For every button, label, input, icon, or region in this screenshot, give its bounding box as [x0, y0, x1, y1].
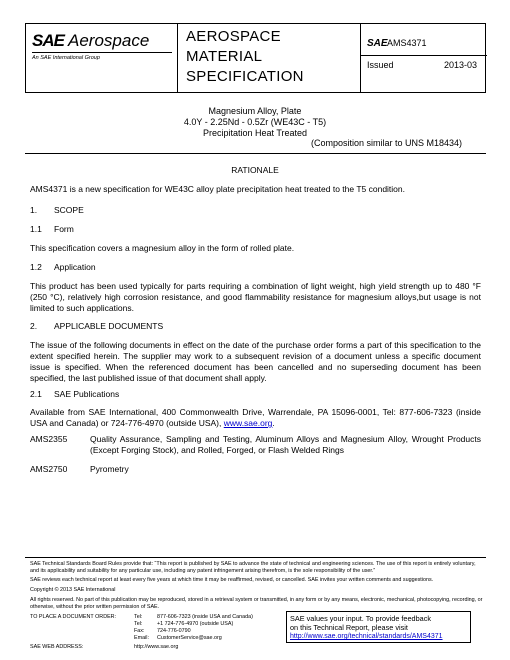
section-title: Form: [54, 224, 74, 234]
footer-divider: [25, 557, 486, 558]
email-label: Email:: [134, 635, 149, 641]
header-divider: [25, 153, 486, 154]
section-number: 1.: [30, 205, 38, 215]
reference-text: Quality Assurance, Sampling and Testing, Aluminum Alloys and Magnesium Alloy, Wrought Products (Except Forging Stock), and Rolled, Forged, or Flash Welded Rings: [90, 434, 481, 455]
section-title: SAE Publications: [54, 389, 120, 399]
section-2-heading: [30, 321, 163, 332]
title-line-2: MATERIAL: [186, 48, 263, 65]
section-2-1-text: [30, 407, 481, 429]
footer-rights: All rights reserved. No part of this publication may be reproduced, stored in a retrieval system or transmitted, in any form or by any means, electronic, mechanical, photocopying, recording, or otherwise, without the prior written permission of SAE.: [30, 597, 483, 610]
subtitle-line-1: Magnesium Alloy, Plate: [208, 106, 302, 116]
feedback-box: [286, 611, 471, 643]
section-number: 1.1: [30, 224, 42, 234]
section-2-text: The issue of the following documents in effect on the date of the purchase order forms a part of this specification to the extent specified herein. The supplier may work to a subsequent revision of a document unless a specific document issue is specified. When the referenced document has been cancelled and no superseding document has been specified, the last published issue of that document shall apply.: [30, 340, 481, 383]
section-1-heading: [30, 205, 84, 216]
web-value[interactable]: http://www.sae.org: [134, 644, 179, 650]
sae-website-link[interactable]: www.sae.org: [223, 418, 273, 428]
sae-logo: SAE: [32, 31, 64, 50]
section-title: SCOPE: [54, 205, 84, 215]
fax-value: 724-776-0790: [157, 628, 191, 634]
footer-copyright: Copyright © 2013 SAE International: [30, 587, 116, 593]
rationale-heading: RATIONALE: [231, 165, 279, 175]
doc-number: AMS4371: [387, 38, 427, 48]
header-box: [25, 23, 486, 93]
section-1-2-heading: [30, 262, 96, 273]
logo-subtitle: An SAE International Group: [32, 55, 100, 61]
fax-label: Fax:: [134, 628, 145, 634]
issued-date: 2013-03: [443, 60, 477, 70]
order-label: TO PLACE A DOCUMENT ORDER:: [30, 614, 117, 620]
reference-code: AMS2750: [30, 464, 68, 474]
section-1-1-text: This specification covers a magnesium alloy in the form of rolled plate.: [30, 243, 295, 253]
tel-value: 877-606-7323 (inside USA and Canada): [157, 614, 253, 620]
tel2-label: Tel:: [134, 621, 143, 627]
web-label: SAE WEB ADDRESS:: [30, 644, 84, 650]
title-line-1: AEROSPACE: [186, 28, 281, 45]
footer-review-note: SAE reviews each technical report at least every five years at which time it may be reaffirmed, revised, or cancelled. SAE invites your written comments and suggestions.: [30, 577, 434, 583]
email-value[interactable]: CustomerService@sae.org: [157, 635, 222, 641]
subtitle-line-3: Precipitation Heat Treated: [202, 128, 308, 138]
subtitle-line-2: 4.0Y - 2.25Nd - 0.5Zr (WE43C - T5): [183, 117, 327, 127]
section-number: 2.1: [30, 389, 42, 399]
doc-number-cell: [361, 24, 487, 56]
feedback-line-2: on this Technical Report, please visit: [290, 623, 408, 632]
reference-code: AMS2355: [30, 434, 68, 444]
section-2-1-heading: [30, 389, 119, 400]
aerospace-logo-text: Aerospace: [68, 31, 150, 50]
section-title: APPLICABLE DOCUMENTS: [54, 321, 164, 331]
feedback-link[interactable]: http://www.sae.org/technical/standards/AMS4371: [290, 633, 443, 640]
tel-label: Tel:: [134, 614, 143, 620]
composition-note: (Composition similar to UNS M18434): [311, 138, 463, 148]
docinfo-cell: [361, 24, 487, 92]
rationale-text: AMS4371 is a new specification for WE43C alloy plate precipitation heat treated to the T5 condition.: [30, 184, 406, 194]
tel2-value: +1 724-776-4970 (outside USA): [157, 621, 234, 627]
logo-divider: [32, 52, 172, 53]
title-line-3: SPECIFICATION: [186, 68, 304, 85]
section-1-2-text: This product has been used typically for parts requiring a combination of light weight, high yield strength up to 480 °F (250 °C), relatively high corrosion resistance, and good flammability resistance for magnesium alloys,but usage is not limited to such applications.: [30, 281, 481, 313]
feedback-line-1: SAE values your input. To provide feedback: [290, 614, 432, 623]
reference-text: Pyrometry: [90, 464, 129, 474]
title-cell: [178, 24, 361, 92]
availability-text: Available from SAE International, 400 Commonwealth Drive, Warrendale, PA 15096-0001, Tel: 877-606-7323 (inside USA and Canada) or 724-776-4970 (outside USA),: [30, 407, 481, 428]
sae-mark: SAE: [367, 38, 388, 49]
issued-label: Issued: [367, 60, 394, 70]
section-1-1-heading: [30, 224, 74, 235]
logo-cell: [26, 24, 178, 92]
period: .: [272, 418, 275, 428]
section-number: 1.2: [30, 262, 42, 272]
section-title: Application: [54, 262, 96, 272]
footer-disclaimer: SAE Technical Standards Board Rules provide that: “This report is published by SAE to advance the state of technical and engineering sciences. The use of this report is entirely voluntary, and its applicability and suitability for any particular use, including any patent infringement arising therefrom, is the sole responsibility of the user.”: [30, 561, 476, 574]
section-number: 2.: [30, 321, 38, 331]
